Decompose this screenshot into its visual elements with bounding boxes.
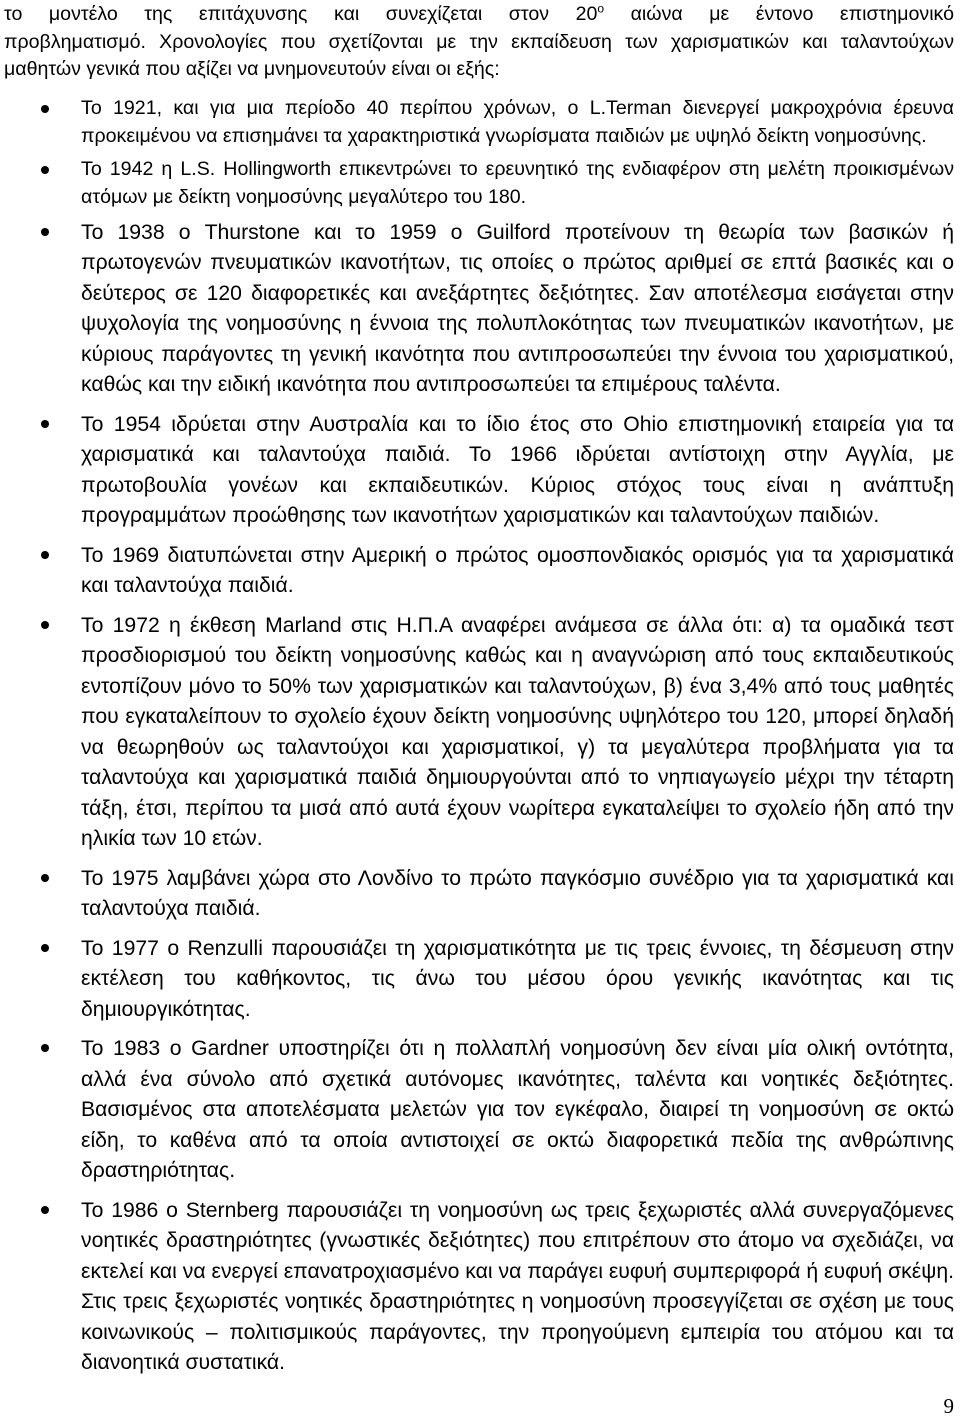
list-item-text: Το 1977 ο Renzulli παρουσιάζει τη χαρισματικότητα με τις τρεις έννοιες, τη δέσμευση στην εκτέλεση του καθήκοντος, τις άνω του μέσου όρου γενικής ικανότητας και τις δημιουργικότητας.	[81, 936, 954, 1021]
page-number: 9	[943, 1394, 954, 1418]
list-item-text: Το 1942 η L.S. Hollingworth επικεντρώνει το ερευνητικό της ενδιαφέρον στη μελέτη προικισμένων ατόμων με δείκτη νοημοσύνης μεγαλύτερο του 180.	[81, 158, 954, 209]
list-item	[0, 156, 960, 211]
bullet-icon	[41, 621, 49, 629]
intro-continuation: προβληματισμό. Χρονολογίες που σχετίζονται με την εκπαίδευση των χαρισματικών και ταλαντούχων μαθητών γενικά που αξίζει να μνημονευτούν είναι οι εξής:	[4, 30, 954, 81]
bullet-icon	[41, 166, 49, 174]
list-item-text: Το 1983 ο Gardner υποστηρίζει ότι η πολλαπλή νοημοσύνη δεν είναι μία ολική οντότητα, αλλά ένα σύνολο από σχετικά αυτόνομες ικανότητες, ταλέντα και νοητικές δεξιότητες. Βασισμένος στα αποτελέσματα μελετών για τον εγκέφαλο, διαιρεί τη νοημοσύνη σε οκτώ είδη, το καθένα από τα οποία αντιστοιχεί σε οκτώ διαφορετικά πεδία της ανθρώπινης δραστηριότητας.	[81, 1037, 954, 1183]
chronology-list	[0, 95, 960, 1388]
list-item-text: Το 1975 λαμβάνει χώρα στο Λονδίνο το πρώτο παγκόσμιο συνέδριο για τα χαρισματικά και ταλαντούχα παιδιά.	[81, 866, 954, 921]
list-item	[0, 95, 960, 150]
intro-first-line	[4, 1, 954, 29]
list-item	[0, 934, 960, 1026]
list-item	[0, 218, 960, 401]
list-item	[0, 410, 960, 532]
list-item	[0, 541, 960, 602]
list-item	[0, 1196, 960, 1379]
intro-line1-before-superscript: το μοντέλο της επιτάχυνσης και συνεχίζεται στον 20	[4, 3, 598, 25]
list-item	[0, 864, 960, 925]
intro-line1-superscript: ο	[597, 1, 605, 16]
list-item-text: Το 1938 ο Thurstone και το 1959 ο Guilford προτείνουν τη θεωρία των βασικών ή πρωτογενών πνευματικών ικανοτήτων, τις οποίες ο πρώτος αριθμεί σε επτά βασικές και ο δεύτερος σε 120 διαφορετικές και ανεξάρτητες δεξιότητες. Σαν αποτέλεσμα εισάγεται στην ψυχολογία της νοημοσύνης η έννοια της πολυπλοκότητας των πνευματικών ικανοτήτων, με κύριους παράγοντες τη γενική ικανότητα που αντιπροσωπεύει την έννοια του χαρισματικού, καθώς και την ειδική ικανότητα που αντιπροσωπεύει τα επιμέρους ταλέντα.	[81, 220, 954, 397]
bullet-icon	[41, 551, 49, 559]
bullet-icon	[41, 1044, 49, 1052]
bullet-icon	[41, 1206, 49, 1214]
bullet-icon	[41, 420, 49, 428]
bullet-icon	[41, 874, 49, 882]
bullet-icon	[41, 228, 49, 236]
list-item-text: Το 1954 ιδρύεται στην Αυστραλία και το ίδιο έτος στο Ohio επιστημονική εταιρεία για τα χαρισματικά και ταλαντούχα παιδιά. Το 1966 ιδρύεται αντίστοιχη στην Αγγλία, με πρωτοβουλία γονέων και εκπαιδευτικών. Κύριος στόχος τους είναι η ανάπτυξη προγραμμάτων προώθησης των ικανοτήτων χαρισματικών και ταλαντούχων παιδιών.	[81, 412, 954, 528]
list-item	[0, 611, 960, 855]
list-item-text: Το 1986 ο Sternberg παρουσιάζει τη νοημοσύνη ως τρεις ξεχωριστές αλλά συνεργαζόμενες νοητικές δραστηριότητες (γνωστικές δεξιότητες) που επιτρέπουν στο άτομο να σχεδιάζει, να εκτελεί και να ενεργεί επανατροχιασμένο και να παράγει ευφυή συμπεριφορά ή ευφυή σκέψη. Στις τρεις ξεχωριστές νοητικές δραστηριότητες η νοημοσύνη προσεγγίζεται σε σχέση με τους κοινωνικούς – πολιτισμικούς παράγοντες, την προηγούμενη εμπειρία του ατόμου και τα διανοητικά συστατικά.	[81, 1198, 954, 1375]
intro-line1-after-superscript: αιώνα με έντονο επιστημονικό	[604, 3, 954, 25]
list-item	[0, 1034, 960, 1187]
bullet-icon	[41, 105, 49, 113]
intro-paragraph	[4, 1, 954, 84]
list-item-text: Το 1972 η έκθεση Marland στις Η.Π.Α αναφέρει ανάμεσα σε άλλα ότι: α) τα ομαδικά τεστ προσδιορισμού του δείκτη νοημοσύνης καθώς και η αναγνώριση από τους εκπαιδευτικούς εντοπίζουν μόνο το 50% των χαρισματικών και ταλαντούχων, β) ένα 3,4% από τους μαθητές που εγκαταλείπουν το σχολείο έχουν δείκτη νοημοσύνης υψηλότερο του 120, μπορεί δηλαδή να θεωρηθούν ως ταλαντούχοι και χαρισματικοί, γ) τα μεγαλύτερα προβλήματα για τα ταλαντούχα και χαρισματικά παιδιά δημιουργούνται από το νηπιαγωγείο μέχρι την τέταρτη τάξη, έτσι, περίπου τα μισά από αυτά έχουν νωρίτερα εγκαταλείψει το σχολείο ήδη από την ηλικία των 10 ετών.	[81, 613, 954, 851]
list-item-text: Το 1969 διατυπώνεται στην Αμερική ο πρώτος ομοσπονδιακός ορισμός για τα χαρισματικά και ταλαντούχα παιδιά.	[81, 543, 954, 598]
list-item-text: Το 1921, και για μια περίοδο 40 περίπου χρόνων, ο L.Terman διενεργεί μακροχρόνια έρευνα προκειμένου να επισημάνει τα χαρακτηριστικά γνωρίσματα παιδιών με υψηλό δείκτη νοημοσύνης.	[81, 97, 954, 147]
bullet-icon	[41, 944, 49, 952]
